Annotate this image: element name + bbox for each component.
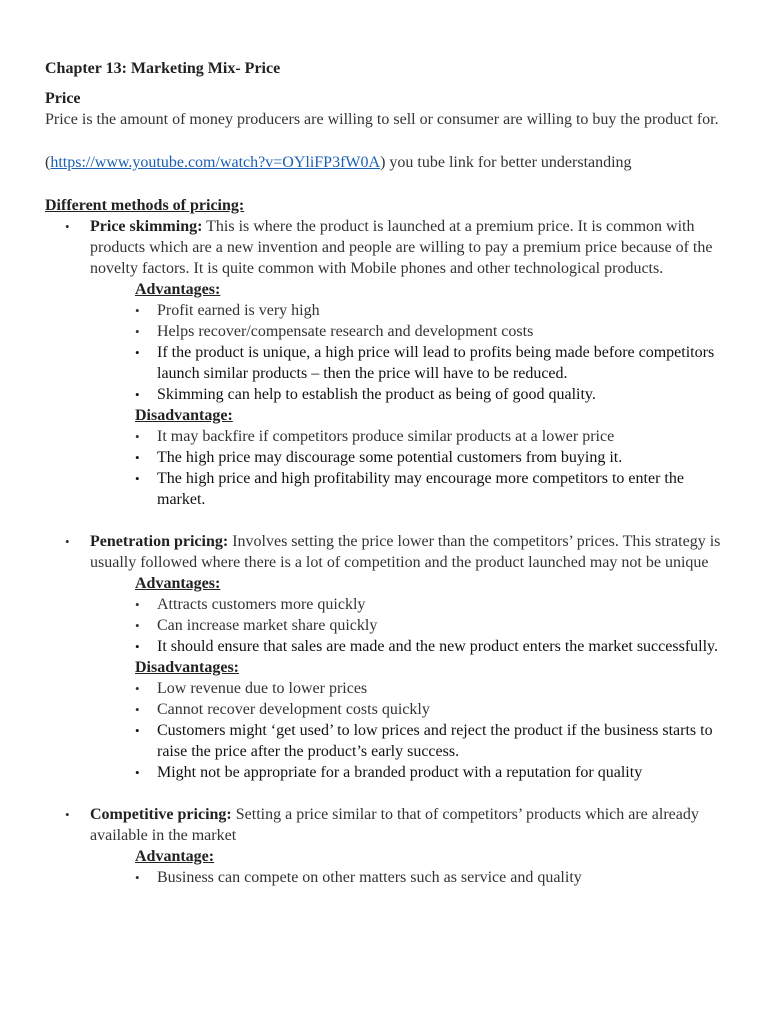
method-item-competitive-pricing — [45, 804, 735, 888]
bullet-icon: • — [135, 618, 140, 633]
list-item — [135, 321, 735, 342]
video-suffix: ) you tube link for better understanding — [380, 154, 632, 171]
list-item — [135, 468, 735, 510]
list-item-text: The high price may discourage some potential customers from buying it. — [157, 449, 623, 466]
bullet-icon: • — [65, 219, 70, 234]
disadvantages-list — [135, 426, 735, 510]
bullet-icon: • — [135, 597, 140, 612]
list-item-text: Profit earned is very high — [157, 302, 320, 319]
advantages-title: Advantages: — [135, 281, 221, 298]
spacer — [90, 783, 735, 804]
list-item — [135, 447, 735, 468]
document-page — [45, 58, 735, 888]
spacer — [45, 173, 735, 195]
method-name: Competitive pricing: — [90, 806, 232, 823]
list-item-text: Might not be appropriate for a branded product with a reputation for quality — [157, 764, 643, 781]
bullet-icon: • — [135, 345, 140, 360]
bullet-icon: • — [135, 870, 140, 885]
spacer — [90, 510, 735, 531]
list-item — [135, 636, 735, 657]
list-item — [135, 384, 735, 405]
bullet-icon: • — [135, 450, 140, 465]
bullet-icon: • — [135, 324, 140, 339]
bullet-icon: • — [135, 765, 140, 780]
bullet-icon: • — [135, 639, 140, 654]
list-item-text: Can increase market share quickly — [157, 617, 378, 634]
bullet-icon: • — [135, 429, 140, 444]
advantages-list — [135, 867, 735, 888]
open-paren: ( — [45, 154, 51, 171]
advantages-list — [135, 594, 735, 657]
list-item — [135, 720, 735, 762]
list-item-text: Cannot recover development costs quickly — [157, 701, 430, 718]
method-description: Setting a price similar to that of competitors’ products which are already available in the market — [90, 806, 699, 844]
advantages-block — [135, 279, 735, 510]
method-item-penetration-pricing — [45, 531, 735, 804]
list-item — [135, 300, 735, 321]
price-heading: Price — [45, 90, 81, 107]
advantages-block — [135, 573, 735, 783]
methods-title: Different methods of pricing: — [45, 197, 245, 214]
advantages-list — [135, 300, 735, 405]
disadvantages-title: Disadvantage: — [135, 407, 233, 424]
method-name: Price skimming: — [90, 218, 203, 235]
list-item — [135, 615, 735, 636]
list-item — [135, 867, 735, 888]
list-item-text: Low revenue due to lower prices — [157, 680, 368, 697]
bullet-icon: • — [135, 303, 140, 318]
method-description: Involves setting the price lower than the competitors’ prices. This strategy is usually followed where there is a lot of competition and the product launched may not be unique — [90, 533, 721, 571]
youtube-link[interactable]: https://www.youtube.com/watch?v=OYliFP3fW0A — [50, 154, 381, 171]
list-item-text: The high price and high profitability may encourage more competitors to enter the market. — [157, 470, 684, 508]
list-item — [135, 426, 735, 447]
list-item-text: Attracts customers more quickly — [157, 596, 366, 613]
video-line — [45, 152, 735, 173]
list-item-text: Customers might ‘get used’ to low prices and reject the product if the business starts to raise the price after the product’s early success. — [157, 722, 713, 760]
bullet-icon: • — [135, 387, 140, 402]
list-item-text: It may backfire if competitors produce similar products at a lower price — [157, 428, 615, 445]
disadvantages-title: Disadvantages: — [135, 659, 240, 676]
list-item — [135, 678, 735, 699]
bullet-icon: • — [65, 807, 70, 822]
list-item-text: Business can compete on other matters such as service and quality — [157, 869, 582, 886]
list-item-text: Helps recover/compensate research and development costs — [157, 323, 534, 340]
bullet-icon: • — [135, 702, 140, 717]
price-definition: Price is the amount of money producers are willing to sell or consumer are willing to buy the product for. — [45, 111, 719, 128]
advantages-block — [135, 846, 735, 888]
advantages-title: Advantage: — [135, 848, 215, 865]
method-description: This is where the product is launched at a premium price. It is common with products which are a new invention and people are willing to pay a premium price because of the novelty factors. It is quite common with Mobile phones and other technological products. — [90, 218, 713, 277]
method-item-price-skimming — [45, 216, 735, 531]
list-item-text: It should ensure that sales are made and the new product enters the market successfully. — [157, 638, 718, 655]
chapter-title: Chapter 13: Marketing Mix- Price — [45, 60, 281, 77]
methods-list — [45, 216, 735, 888]
list-item — [135, 342, 735, 384]
disadvantages-list — [135, 678, 735, 783]
bullet-icon: • — [135, 723, 140, 738]
bullet-icon: • — [65, 534, 70, 549]
bullet-icon: • — [135, 681, 140, 696]
list-item — [135, 699, 735, 720]
list-item — [135, 594, 735, 615]
list-item-text: Skimming can help to establish the product as being of good quality. — [157, 386, 596, 403]
advantages-title: Advantages: — [135, 575, 221, 592]
list-item-text: If the product is unique, a high price will lead to profits being made before competitors launch similar products – then the price will have to be reduced. — [157, 344, 715, 382]
spacer — [45, 130, 735, 152]
method-name: Penetration pricing: — [90, 533, 229, 550]
list-item — [135, 762, 735, 783]
bullet-icon: • — [135, 471, 140, 486]
